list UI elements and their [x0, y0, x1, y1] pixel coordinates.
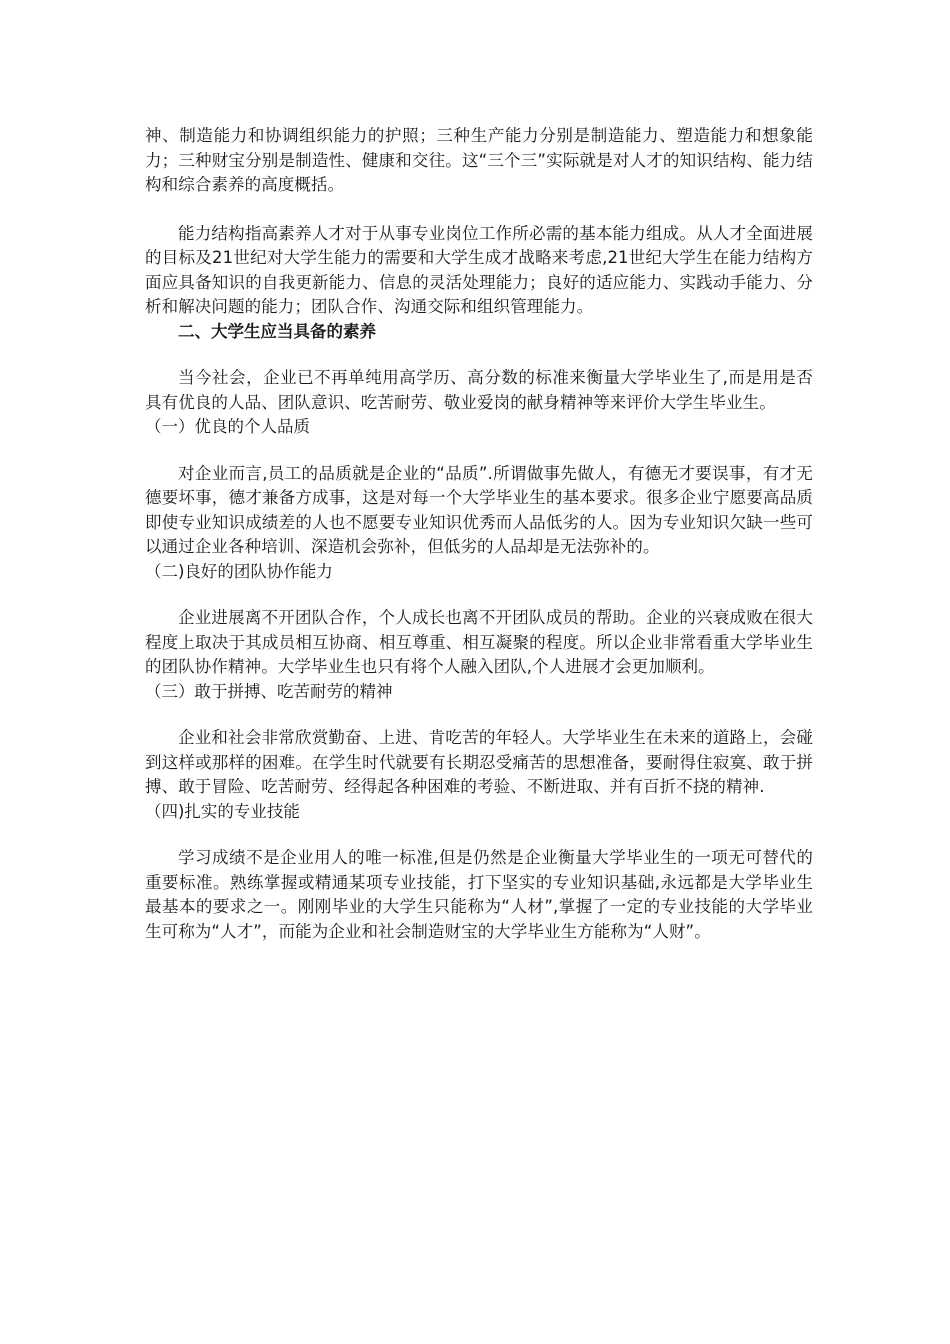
document-body: [145, 124, 813, 944]
section-heading-2: 二、大学生应当具备的素养: [178, 321, 376, 341]
paragraph-5: 企业进展离不开团队合作，个人成长也离不开团队成员的帮助。企业的兴衰成败在很大程度上取决于其成员相互协商、相互尊重、相互凝聚的程度。所以企业非常看重大学毕业生的团队协作精神。大学毕业生也只有将个人融入团队,个人进展才会更加顺利。: [145, 608, 813, 676]
paragraph-7: 学习成绩不是企业用人的唯一标准,但是仍然是企业衡量大学毕业生的一项无可替代的重要标准。熟练掌握或精通某项专业技能，打下坚实的专业知识基础,永远都是大学毕业生最基本的要求之一。刚刚毕业的大学生只能称为“人材”,掌握了一定的专业技能的大学毕业生可称为“人才”，而能为企业和社会制造财宝的大学毕业生方能称为“人财”。: [145, 848, 813, 941]
paragraph-3: 当今社会，企业已不再单纯用高学历、高分数的标准来衡量大学毕业生了,而是用是否具有优良的人品、团队意识、吃苦耐劳、敬业爱岗的献身精神等来评价大学生毕业生。: [145, 368, 813, 412]
subheading-3: （三）敢于拼搏、吃苦耐劳的精神: [145, 681, 393, 701]
paragraph-2: 能力结构指高素养人才对于从事专业岗位工作所必需的基本能力组成。从人才全面进展的目标及21世纪对大学生能力的需要和大学生成才战略来考虑,21世纪大学生在能力结构方面应具备知识的自我更新能力、信息的灵活处理能力；良好的适应能力、实践动手能力、分析和解决问题的能力；团队合作、沟通交际和组织管理能力。: [145, 223, 813, 316]
subheading-4: （四)扎实的专业技能: [145, 801, 300, 821]
paragraph-4: 对企业而言,员工的品质就是企业的“品质”.所谓做事先做人，有德无才要误事，有才无德要坏事，德才兼备方成事，这是对每一个大学毕业生的基本要求。很多企业宁愿要高品质即使专业知识成绩差的人也不愿要专业知识优秀而人品低劣的人。因为专业知识欠缺一些可以通过企业各种培训、深造机会弥补，但低劣的人品却是无法弥补的。: [145, 463, 813, 556]
paragraph-6: 企业和社会非常欣赏勤奋、上进、肯吃苦的年轻人。大学毕业生在未来的道路上，会碰到这样或那样的困难。在学生时代就要有长期忍受痛苦的思想准备，要耐得住寂寞、敢于拼搏、敢于冒险、吃苦耐劳、经得起各种困难的考验、不断进取、并有百折不挠的精神.: [145, 728, 813, 796]
subheading-2: （二)良好的团队协作能力: [145, 561, 333, 581]
subheading-1: （一）优良的个人品质: [145, 417, 310, 436]
paragraph-1: 神、制造能力和协调组织能力的护照；三种生产能力分别是制造能力、塑造能力和想象能力；三种财宝分别是制造性、健康和交往。这“三个三”实际就是对人才的知识结构、能力结构和综合素养的高度概括。: [145, 126, 813, 194]
